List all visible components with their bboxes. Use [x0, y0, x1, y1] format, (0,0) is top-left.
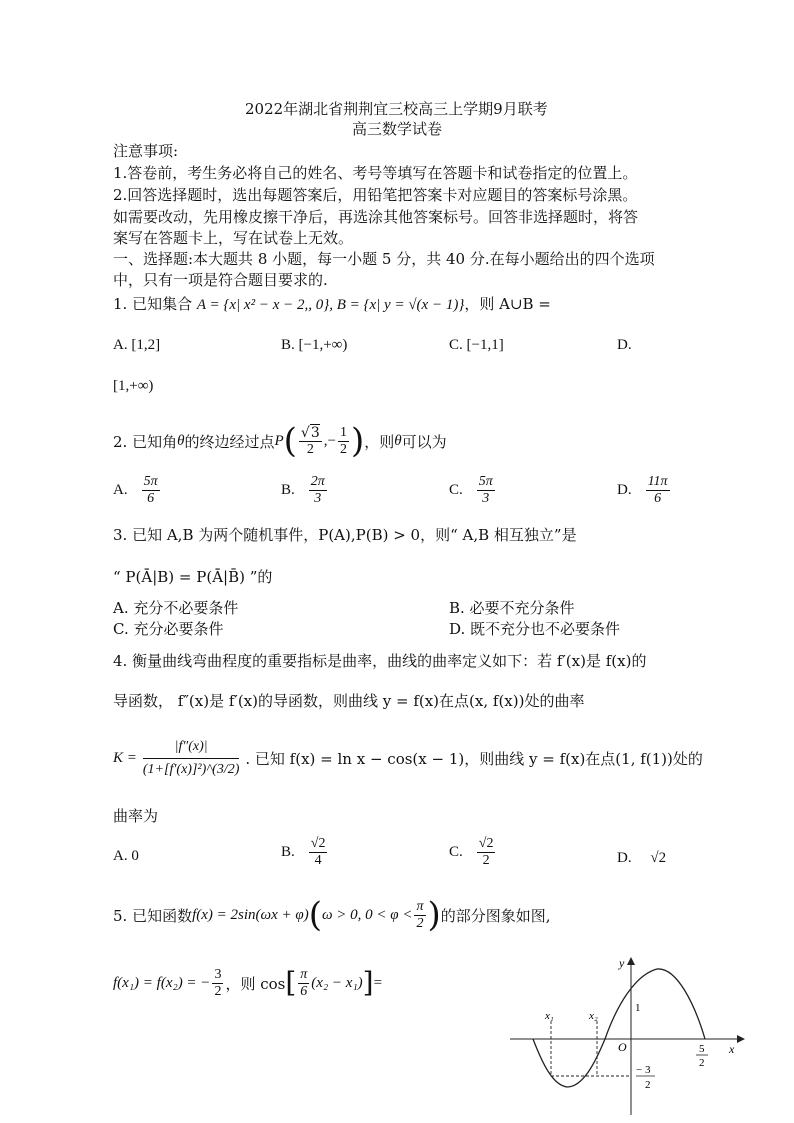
y-axis-arrow [627, 957, 635, 965]
q4-formula-num: |f″(x)| [143, 736, 239, 759]
q2-paren-close: ) [350, 421, 365, 461]
notice-item-2c: 案写在答题卡上，写在试卷上无效。 [113, 229, 354, 247]
q4-formula-den: (1+[f′(x)]²)^(3/2) [142, 761, 240, 777]
q5-eq-den: 2 [214, 983, 222, 999]
q2-option-b [281, 474, 329, 507]
exam-subtitle: 高三数学试卷 [352, 120, 443, 138]
q5-equals: = [373, 974, 383, 991]
q2-mid: 的终边经过点 [184, 432, 275, 451]
x-axis-arrow [737, 1035, 745, 1043]
q1-set-a: A = {x| x² − x − 2,, 0} [196, 297, 330, 313]
q2-option-a [113, 474, 162, 507]
q4-option-d-label: D. [617, 850, 632, 866]
q5-paren-open: ( [308, 895, 322, 935]
q4-option-b-label: B. [281, 844, 295, 860]
q4-option-b [281, 836, 329, 869]
q2-paren-open: ( [283, 421, 297, 461]
q4-option-c-label: C. [449, 844, 463, 860]
q1-option-c: C. [−1,1] [449, 337, 504, 353]
notice-item-2b: 如需要改动，先用橡皮擦干净后，再选涂其他答案标号。回答非选择题时，将答 [113, 208, 639, 226]
q2-option-a-den: 6 [147, 491, 155, 506]
q5-paren-close: ) [427, 895, 441, 935]
q4-option-c [449, 836, 497, 869]
q5-prefix: 5. 已知函数 [113, 906, 193, 925]
q5-difference: (x₂ − x₁) [311, 974, 363, 991]
q5-function: f(x) = 2sin(ωx + φ) [192, 906, 309, 923]
q4-option-d [617, 848, 666, 867]
q2-theta-2: θ [394, 432, 402, 449]
q5-eq-num: 3 [214, 966, 222, 982]
q2-point-label: P [274, 432, 284, 449]
q2-suffix: ，则 [364, 432, 395, 451]
q5-bracket-close: ] [362, 966, 374, 999]
q2-option-c-label: C. [449, 482, 463, 498]
y-axis-label: y [619, 956, 625, 970]
q5-cond-den: 2 [416, 915, 424, 931]
q2-option-d-den: 6 [654, 491, 662, 506]
q4-curvature-symbol: K = [113, 749, 137, 766]
q2-point-y: $\frac{1}{2}$ [339, 424, 347, 457]
q2-theta: θ [177, 432, 185, 449]
origin-label: O [618, 1040, 627, 1054]
question-4-line-2: 导函数， f″(x)是 f′(x)的导函数，则曲线 y = f(x)在点(x, f(x))处的曲率 [113, 692, 585, 710]
question-4-line-1: 4. 衡量曲线弯曲程度的重要指标是曲率，曲线的曲率定义如下：若 f′(x)是 f(x)的 [113, 652, 647, 670]
q5-cos: ，则 cos [225, 974, 286, 993]
five-halves-den: 2 [699, 1057, 705, 1069]
q2-option-c-num: 5π [478, 474, 493, 489]
question-2 [113, 418, 447, 464]
sine-graph [505, 945, 750, 1120]
question-1 [113, 293, 551, 314]
question-5 [113, 892, 551, 938]
three-halves-minus: − [636, 1064, 643, 1076]
q1-set-b: , B = {x| y = √(x − 1)} [329, 297, 465, 313]
q4-curvature-formula [143, 736, 239, 781]
question-3-line-2: “ P(Ā|B) = P(Ā|B̄) ”的 [113, 568, 273, 586]
q4-option-b-den: 4 [314, 853, 322, 868]
q5-equation: f(x₁) = f(x₂) = − [113, 974, 211, 991]
q2-suffix-2: 可以为 [401, 432, 447, 451]
q2-option-b-num: 2π [310, 474, 325, 489]
notice-item-2a: 2.回答选择题时，选出每题答案后，用铅笔把答案卡对应题目的答案标号涂黑。 [113, 186, 638, 204]
question-4-formula [113, 728, 703, 788]
q4-option-a: A. 0 [113, 848, 139, 864]
three-halves-num: 3 [645, 1064, 651, 1076]
q2-option-b-den: 3 [314, 491, 322, 506]
sine-curve [533, 969, 705, 1087]
q2-option-a-label: A. [113, 482, 128, 498]
q1-option-b: B. [−1,+∞) [281, 337, 348, 353]
q4-option-c-num: √2 [478, 836, 494, 851]
section-1-line-1: 一、选择题:本大题共 8 小题，每一小题 5 分，共 40 分.在每小题给出的四个选项 [113, 250, 655, 268]
question-5-line-2 [113, 962, 382, 1004]
q2-comma: ,− [323, 432, 336, 449]
q2-point-x: $\frac{√3}{2}$ [300, 424, 320, 457]
q2-option-d-label: D. [617, 482, 632, 498]
q5-pi-num: π [300, 966, 308, 982]
question-4-line-4: 曲率为 [113, 807, 159, 825]
q3-option-d: D. 既不充分也不必要条件 [449, 620, 621, 638]
q3-option-a: A. 充分不必要条件 [113, 599, 239, 617]
section-1-line-2: 中，只有一项是符合题目要求的. [113, 271, 328, 289]
q2-option-c-den: 3 [482, 491, 490, 506]
q5-suffix: 的部分图象如图, [440, 906, 551, 925]
three-halves-den: 2 [645, 1079, 651, 1091]
q5-cond-num: π [416, 898, 424, 914]
q2-option-d [617, 474, 672, 507]
q2-option-d-num: 11π [647, 474, 668, 489]
q1-option-a: A. [1,2] [113, 337, 161, 353]
q4-option-c-den: 2 [482, 853, 490, 868]
notice-item-1: 1.答卷前，考生务必将自己的姓名、考号等填写在答题卡和试卷指定的位置上。 [113, 164, 638, 182]
question-3-line-1: 3. 已知 A,B 为两个随机事件，P(A),P(B) > 0，则“ A,B 相互独立”是 [113, 526, 577, 544]
y-one-label: 1 [635, 1002, 641, 1014]
five-halves-num: 5 [699, 1043, 705, 1055]
q1-option-d: D. [617, 337, 632, 353]
q1-suffix: ，则 A∪B = [464, 295, 551, 313]
notice-heading: 注意事项: [113, 142, 179, 160]
q4-after: . 已知 f(x) = ln x − cos(x − 1)，则曲线 y = f(x)在点(1, f(1))处的 [245, 749, 703, 768]
x2-label: x₂ [589, 1010, 598, 1022]
q2-option-b-label: B. [281, 482, 295, 498]
q4-option-d-value: √2 [650, 850, 667, 866]
q5-bracket-open: [ [285, 966, 297, 999]
q2-sqrt3: √3 [300, 424, 320, 441]
q1-prefix: 1. 已知集合 [113, 295, 193, 313]
x-axis-label: x [729, 1042, 735, 1056]
q2-option-c [449, 474, 497, 507]
q1-option-d-value: [1,+∞) [113, 378, 154, 394]
q4-option-b-num: √2 [310, 836, 326, 851]
q2-prefix: 2. 已知角 [113, 432, 178, 451]
x1-label: x₁ [545, 1010, 554, 1022]
q5-pi-den: 6 [300, 983, 308, 999]
q3-option-c: C. 充分必要条件 [113, 620, 224, 638]
exam-title: 2022年湖北省荆荆宜三校高三上学期9月联考 [245, 100, 548, 118]
q2-option-a-num: 5π [143, 474, 158, 489]
q3-option-b: B. 必要不充分条件 [449, 599, 575, 617]
q5-condition: ω > 0, 0 < φ < [321, 906, 413, 923]
